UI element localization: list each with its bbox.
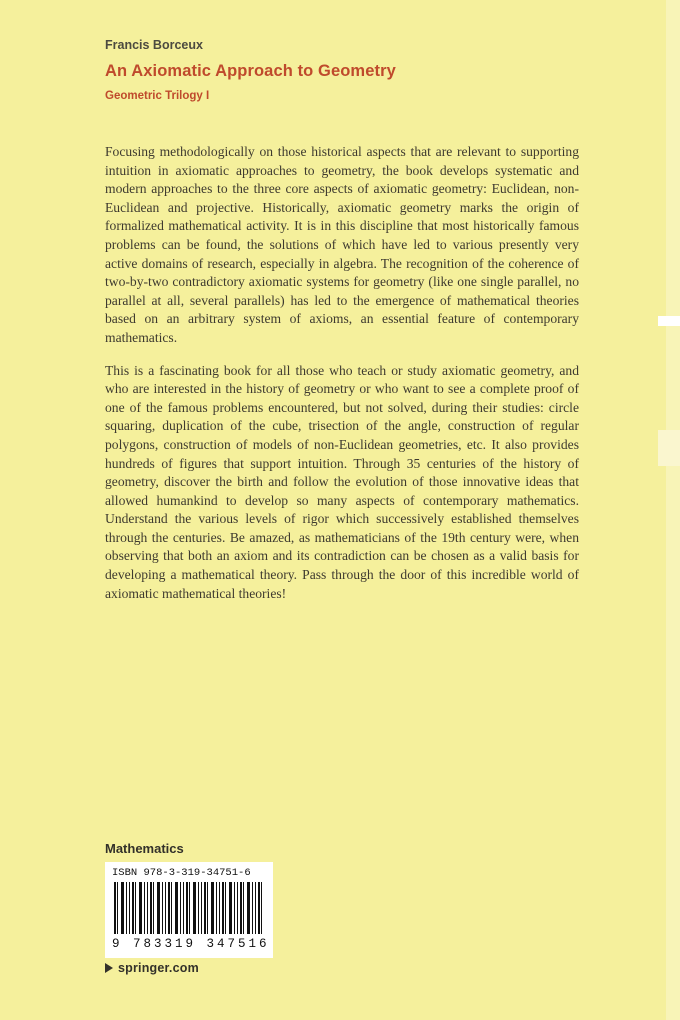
category-label: Mathematics (105, 841, 184, 856)
blurb-paragraph: Focusing methodologically on those historical aspects that are relevant to supporting intuition in axiomatic approaches to geometry, the book develops systematic and modern approaches to the three core aspects of axiomatic geometry: Euclidean, non-Euclidean and projective. Historically, axiomatic geometry marks the origin of formalized mathematical activity. It is in this discipline that most historically famous problems can be found, the solutions of which have led to various presently very active domains of research, especially in algebra. The recognition of the coherence of two-by-two contradictory axiomatic systems for geometry (like one single parallel, no parallel at all, several parallels) has led to the emergence of mathematical theories based on an arbitrary system of axioms, an essential feature of contemporary mathematics. (105, 144, 579, 345)
edge-notch (658, 430, 680, 466)
ean-number: 9 783319 347516 (112, 937, 270, 951)
isbn-label: ISBN 978-3-319-34751-6 (112, 867, 251, 879)
back-cover-blurb (105, 143, 579, 617)
cover-header (105, 38, 585, 102)
publisher-website: springer.com (118, 961, 199, 975)
edge-notch (658, 316, 680, 326)
publisher-mark (105, 961, 199, 975)
barcode-icon (114, 882, 264, 934)
blurb-paragraph: This is a fascinating book for all those who teach or study axiomatic geometry, and who are interested in the history of geometry or who want to see a complete proof of one of the famous problems encountered, but not solved, during their studies: circle squaring, duplication of the cube, trisection of the angle, construction of regular polygons, construction of models of non-Euclidean geometries, etc. It also provides hundreds of figures that support intuition. Through 35 centuries of the history of geometry, discover the birth and follow the evolution of those innovative ideas that allowed humankind to develop so many aspects of contemporary mathematics. Understand the various levels of rigor which successively established themselves through the centuries. Be amazed, as mathematicians of the 19th century were, when observing that both an axiom and its contradiction can be chosen as a valid basis for developing a mathematical theory. Pass through the door of this incredible world of axiomatic mathematical theories! (105, 362, 579, 601)
springer-arrow-icon (105, 963, 113, 973)
series-title: Geometric Trilogy I (105, 90, 210, 102)
right-edge-highlight (666, 0, 680, 1020)
book-title: An Axiomatic Approach to Geometry (105, 62, 396, 80)
author-name: Francis Borceux (105, 38, 203, 52)
barcode-panel (105, 862, 273, 958)
